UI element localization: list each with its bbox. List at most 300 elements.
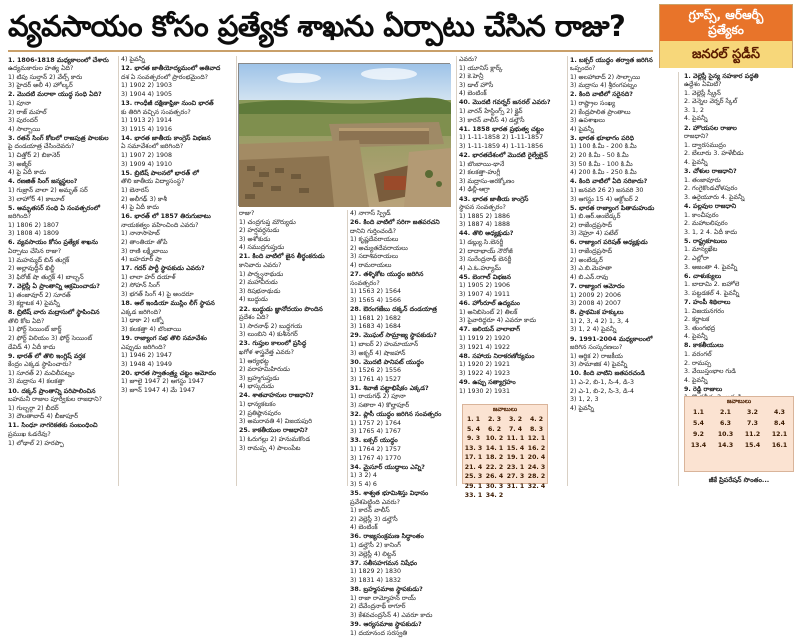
option-text: 1) రాజేంద్రప్రసాద్	[570, 248, 676, 257]
answer-key-cell: 4.3	[766, 407, 793, 418]
option-text: 3) డాల్ హౌసీ	[459, 82, 565, 91]
answer-key-cell: 7. 4	[505, 425, 526, 435]
option-text: 2. గంగైకొండచోళపురం	[684, 185, 794, 194]
question-text: 12. భారత జాతీయోద్యమంలో అతివాద	[121, 65, 234, 74]
option-text: 2) రాజ్ మహల్	[8, 109, 116, 118]
option-text: 4. పైవన్నీ	[684, 159, 794, 168]
option-text: 1) 2, 3, 4 2) 1, 3, 4	[570, 318, 676, 327]
option-text: 1) మహమ్మద్ బిన్ తుగ్లక్	[8, 257, 116, 266]
question-text: 3. రతన్ సింగ్ కోటలో రాజపుత్ర పాలకుల	[8, 135, 116, 144]
option-text: 3) కర్ణాటక 4) పైవన్నీ	[8, 300, 116, 309]
question-text: 5. రాష్ట్రకూటులు	[684, 238, 794, 247]
question-text: 24. శాతవాహనుల రాజధాని?	[239, 392, 345, 401]
option-text: 1) పూనా	[8, 100, 116, 109]
option-text: 1) గుజ్రాన్ వాలా 2) అమృత్ సర్	[8, 187, 116, 196]
option-text: 1) బాబర్ 2) హుమాయూన్	[350, 341, 454, 350]
option-text: 2) తాంతియా తోపే	[121, 239, 234, 248]
option-text: 1) జూలై 1947 2) ఆగస్టు 1947	[121, 378, 234, 387]
option-text: 1) ఎ-2, బి-1, సి-4, డి-3	[570, 379, 676, 388]
option-text: 4) భాస్కరుడు	[239, 383, 345, 392]
question-text: 17. గదర్ పార్టీ స్థాపకుడు ఎవరు?	[121, 265, 234, 274]
question-text: 40. మొదటి గవర్నర్ జనరల్ ఎవరు?	[459, 99, 565, 108]
option-text: 2) కేంద్రపాలిత ప్రాంతాలు	[570, 109, 676, 118]
option-text: 3) లాహోర్ 4) కాబూల్	[8, 196, 116, 205]
answer-key-cell: 3.2	[739, 407, 766, 418]
answer-key-cell: 31. 1	[505, 482, 526, 492]
page-headline: వ్యవసాయం కోసం ప్రత్యేక శాఖను ఏర్పాటు చేసిన రాజు?	[8, 4, 648, 48]
question-text: 20. భారత స్వాతంత్ర్య చట్టం ఆమోదం	[121, 370, 234, 379]
option-text: 2) దాదాభాయ్ నౌరోజీ	[459, 248, 565, 257]
option-text: 4) సాల్బాయి	[8, 126, 116, 135]
answer-key-table	[685, 407, 793, 451]
question-text: 2. కింది వాటిలో సరైనది?	[570, 91, 676, 100]
option-text: 1) 1885 2) 1886	[459, 213, 565, 222]
option-text: 1) ఓరుగల్లు 2) హనుమకొండ	[239, 436, 345, 445]
answer-key-cell: 14. 1	[484, 444, 505, 454]
option-text: 1. తంజావూరు	[684, 177, 794, 186]
question-text: 7. హంపీ శిథిలాలు	[684, 299, 794, 308]
answer-key-cell: 2. 3	[484, 415, 505, 425]
option-text: 1) 1764 2) 1757	[350, 446, 454, 455]
option-text: 1) 1920 2) 1921	[459, 361, 565, 370]
option-text: 3) 1808 4) 1809	[8, 230, 116, 239]
option-text: 1) అలహాబాద్ 2) సాల్బాయి	[570, 74, 676, 83]
question-text: 19. రాజ్యాంగ సభ తొలి సమావేశం	[121, 335, 234, 344]
option-text: 2. మహాబలిపురం	[684, 220, 794, 229]
question-text: 26. కింది వాటిలో సరిగా జతపరచని	[350, 219, 454, 228]
option-text: ప్రముఖ ఓడరేవు?	[8, 431, 116, 440]
answer-key-cell: 17. 1	[463, 453, 484, 463]
option-text: 3. తుంగభద్ర	[684, 325, 794, 334]
option-text: 3) 50 కి.మీ - 100 కి.మీ	[570, 161, 676, 170]
question-text: 42. భారతదేశంలో మొదటి రైల్వేలైన్	[459, 152, 565, 161]
option-text: 3) 1-11-1859 4) 1-11-1856	[459, 143, 565, 152]
option-text: 1) సూరత్ 2) మచిలీపట్నం	[8, 370, 116, 379]
column-divider	[678, 72, 679, 486]
option-text: 3) ఉపశాఖలు	[570, 117, 676, 126]
option-text: 1) ధాన్యకటకం	[239, 401, 345, 410]
question-text: 6. చాళుక్యులు	[684, 273, 794, 282]
answer-key-cell: 19. 1	[505, 453, 526, 463]
option-text: 1) పార్శ్వనాథుడు	[239, 271, 345, 280]
option-text: 3) 1909 4) 1910	[121, 161, 234, 170]
option-text: 3) మద్రాసు-అరక్కోణం	[459, 178, 565, 187]
option-text: 1) బొంబాయి-థానే	[459, 161, 565, 170]
option-text: 3) 1683 4) 1684	[350, 323, 454, 332]
question-text: 28. ఔరంగజేబు దక్కన్ దండయాత్ర	[350, 306, 454, 315]
question-text: 10. కింది వాటిని జతపరచండి	[570, 370, 676, 379]
question-text: 7. రాజ్యాంగ ఆమోదం	[570, 283, 676, 292]
option-text: 2) రాజేంద్రప్రసాద్	[570, 222, 676, 231]
answer-key-title: జవాబులు	[685, 397, 793, 407]
column-divider	[236, 56, 237, 486]
answer-key-cell: 21. 4	[463, 463, 484, 473]
option-text: 1) 1946 2) 1947	[121, 352, 234, 361]
question-text: 38. బ్రహ్మసమాజ స్థాపకుడు?	[350, 586, 454, 595]
option-text: ఒప్పందం?	[570, 65, 676, 74]
option-text: 4) పైవన్నీ	[570, 126, 676, 135]
option-text: 2) మహావీరుడు	[239, 279, 345, 288]
question-text: 46. హోంరూల్ ఉద్యమం	[459, 300, 565, 309]
question-text: 22. బుద్ధుడు జ్ఞానోదయం పొందిన	[239, 306, 345, 315]
answer-key-cell: 16.1	[766, 440, 793, 451]
option-text: 2) కలకత్తా-హుగ్లీ	[459, 169, 565, 178]
option-text: 4) పై ఏదీ కాదు	[121, 204, 234, 213]
option-text: ప్రదేశం ఏది?	[239, 314, 345, 323]
answer-key-cell: 1. 1	[463, 415, 484, 425]
answer-key-cell: 12. 1	[526, 434, 547, 444]
question-text: 1. బక్సర్ యుద్ధం తర్వాత జరిగిన	[570, 57, 676, 66]
answer-key-row	[685, 440, 793, 451]
answer-key-cell: 7.3	[739, 418, 766, 429]
option-text: 1) 2009 2) 2006	[570, 292, 676, 301]
answer-key-title: జవాబులు	[463, 405, 547, 415]
option-text: 2) సోహన్ సింగ్	[121, 282, 234, 291]
answer-key-cell: 10.3	[712, 429, 739, 440]
option-text: 1) సారనాథ్ 2) బుద్ధగయ	[239, 323, 345, 332]
answer-key-row	[463, 434, 547, 444]
option-text: 3) 1921 4) 1922	[459, 344, 565, 353]
option-text: 3) 1831 4) 1832	[350, 577, 454, 586]
option-text: 3) 1904 4) 1905	[121, 91, 234, 100]
answer-key-cell: 20. 4	[526, 453, 547, 463]
option-text: ఎక్కడ జరిగింది?	[121, 309, 234, 318]
questions-column-4	[459, 56, 565, 401]
option-text: 3) 1907 4) 1911	[459, 291, 565, 300]
option-text: 3) అమరావతి 4) విజయపురి	[239, 418, 345, 427]
option-text: 2) ప్రతిష్ఠానపురం	[239, 410, 345, 419]
option-text: 2) అచ్యుతదేవరాయలు	[350, 245, 454, 254]
option-text: 4) రామరాయలు	[350, 262, 454, 271]
question-text: 18. ఆల్ ఇండియా ముస్లిం లీగ్ స్థాపన	[121, 300, 234, 309]
question-text: 6. వ్యవసాయం కోసం ప్రత్యేక శాఖను	[8, 239, 116, 248]
answer-key-cell: 8. 3	[526, 425, 547, 435]
option-text: తొలి కోట ఏది?	[8, 318, 116, 327]
option-text: 3. ఉరైయూరు 4. పైవన్నీ	[684, 194, 794, 203]
question-text: 4. కింది వాటిలో ఏది సరికాదు?	[570, 178, 676, 187]
question-text: 48. సహాయ నిరాకరణోద్యమం	[459, 353, 565, 362]
column-divider	[347, 210, 348, 486]
option-text: 1) రాయగఢ్ 2) పూనా	[350, 393, 454, 402]
option-text: 3. 1, 2 4. ఏదీ కాదు	[684, 229, 794, 238]
question-text: 16. భారత్ లో 1857 తిరుగుబాటు	[121, 213, 234, 222]
option-text: తొలి జాతీయ విద్యాసంస్థ?	[121, 178, 234, 187]
question-text: 6. రాజ్యాంగ పరిషత్ అధ్యక్షుడు	[570, 239, 676, 248]
option-text: 2) వరాహమిహిరుడు	[239, 366, 345, 375]
option-text: 2) అలీగఢ్ 3) కాశీ	[121, 196, 234, 205]
option-text: 1) చిత్తోర్ 2) బికానెర్	[8, 152, 116, 161]
option-text: 4) పైవన్నీ	[570, 405, 676, 414]
answer-key-cell: 28. 2	[526, 472, 547, 482]
answer-key-row	[463, 472, 547, 482]
option-text: 1) ఆర్యభట్ట	[239, 358, 345, 367]
answer-key-row	[463, 491, 547, 501]
answer-key-table	[463, 415, 547, 501]
option-text: 4) బుద్ధుడు	[239, 296, 345, 305]
option-text: 4. పైవన్నీ	[684, 115, 794, 124]
option-text: 2) అంబేడ్కర్	[570, 257, 676, 266]
option-text: ఏ సమావేశంలో జరిగింది?	[121, 143, 234, 152]
option-text: 1. కాంచీపురం	[684, 212, 794, 221]
column-divider	[456, 56, 457, 486]
question-text: 31. శివాజీ పట్టాభిషేకం ఎక్కడ?	[350, 385, 454, 394]
option-text: 4) ఢిల్లీ-ఆగ్రా	[459, 186, 565, 195]
option-text: 3) 1922 4) 1923	[459, 370, 565, 379]
question-text: 23. గుప్తుల కాలంలో ప్రసిద్ధ	[239, 340, 345, 349]
question-text: 2. మొదటి మరాఠా యుద్ధ సంధి ఏది?	[8, 91, 116, 100]
question-text: 43. భారత జాతీయ కాంగ్రెస్	[459, 196, 565, 205]
option-text: 3) 1, 2 4) పైవన్నీ	[570, 326, 676, 335]
option-text: 2. బేలూరు 3. హళేబీడు	[684, 150, 794, 159]
option-text: 1) 1930 2) 1931	[459, 388, 565, 397]
question-text: 36. రాజ్యసంక్రమణ సిద్ధాంతం	[350, 533, 454, 542]
option-text: 4) బహదూర్ షా	[121, 256, 234, 265]
option-text: పై దండయాత్ర చేసిందెవరు?	[8, 143, 116, 152]
question-text: 45. బెంగాల్ విభజన	[459, 274, 565, 283]
question-text: 39. ఆర్యసమాజ స్థాపకుడు?	[350, 621, 454, 630]
question-text: 35. శాశ్వత భూమిశిస్తు విధానం	[350, 490, 454, 499]
option-text: 2) 20 కి.మీ - 50 కి.మీ	[570, 152, 676, 161]
question-text: 1. వెల్లెస్లీ సైన్య సహకార పద్ధతి	[684, 73, 794, 82]
answer-key-cell: 16. 2	[526, 444, 547, 454]
answer-key-cell: 30. 3	[484, 482, 505, 492]
answer-key-cell: 9. 3	[463, 434, 484, 444]
option-text: 3) పురందర్	[8, 117, 116, 126]
answer-key-cell: 1.1	[685, 407, 712, 418]
option-text: 1) బెనారస్	[121, 187, 234, 196]
option-text: 2) కె.హెన్రీ	[459, 73, 565, 82]
question-text: 8. బ్రిటిష్ వారు మద్రాసులో స్థాపించిన	[8, 309, 116, 318]
question-text: 25. కాకతీయుల రాజధాని?	[239, 427, 345, 436]
question-text: 14. భారత జాతీయ కాంగ్రెస్ విభజన	[121, 135, 234, 144]
option-text: 3) వెల్లెస్లీ 4) లిట్టన్	[350, 551, 454, 560]
answer-key-cell: 13. 3	[463, 444, 484, 454]
option-text: ఉద్యమకారుల హత్య ఏది?	[8, 65, 116, 74]
option-text: 1) 1907 2) 1908	[121, 152, 234, 161]
question-text: 10. దక్కన్ ప్రాంతాన్ని పరిపాలించిన	[8, 388, 116, 397]
answer-key-cell: 32. 4	[526, 482, 547, 492]
answer-key-cell: 14.3	[712, 440, 739, 451]
option-text: కానివారు ఎవరు?	[239, 262, 345, 271]
option-text: 1) రాజా రామ్మోహన్ రాయ్	[350, 595, 454, 604]
question-text: 37. సతీసహగమన నిషేధం	[350, 560, 454, 569]
question-text: 30. మొదటి పానిపట్ యుద్ధం	[350, 359, 454, 368]
answer-key-cell: 13.4	[685, 440, 712, 451]
option-text: 1) 1563 2) 1564	[350, 288, 454, 297]
answer-key-cell: 11. 1	[505, 434, 526, 444]
question-text: 33. బక్సర్ యుద్ధం	[350, 437, 454, 446]
option-text: 4) పై ఏదీ కాదు	[8, 169, 116, 178]
option-text: 1. ద్వారసముద్రం	[684, 142, 794, 151]
option-text: 3) ఫిరోజ్ షా తుగ్లక్ 4) బాల్బన్	[8, 274, 116, 283]
option-text: 1. బాదామి 2. ఐహోలె	[684, 281, 794, 290]
option-text: 2) దేవేంద్రనాథ్ ఠాగూర్	[350, 603, 454, 612]
option-text: 3) రాణి లక్ష్మీబాయి	[121, 248, 234, 257]
question-text: 3. చోళుల రాజధాని?	[684, 168, 794, 177]
option-text: 4) బి.ఎన్.రావు	[570, 274, 676, 283]
option-text: 1) అనిబిసెంట్ 2) తిలక్	[459, 309, 565, 318]
question-text: 13. గాంధీజీ దక్షిణాఫ్రికా నుంచి భారత్	[121, 100, 234, 109]
option-text: 1) ఢాకా 2) లక్నో	[121, 317, 234, 326]
questions-column-5	[570, 56, 676, 488]
answer-key-row	[463, 463, 547, 473]
answer-key-row	[463, 425, 547, 435]
option-text: 1) టిపు సుల్తాన్ 2) వేల్స్ కారు	[8, 74, 116, 83]
answer-key-cell: 6. 2	[484, 425, 505, 435]
option-text: ఎవరు?	[459, 56, 565, 65]
option-text: 4) 200 కి.మీ - 250 కి.మీ	[570, 169, 676, 178]
option-text: ఏర్పాటు చేసిన రాజు?	[8, 248, 116, 257]
option-text: 4) సముద్రగుప్తుడు	[239, 244, 345, 253]
option-text: 1) రాష్ట్రాల సంఖ్య	[570, 100, 676, 109]
option-text: రాజధాని?	[684, 133, 794, 142]
option-text: 3) 1887 4) 1888	[459, 221, 565, 230]
option-text: 1) 1757 2) 1764	[350, 420, 454, 429]
answer-key-cell: 15.4	[739, 440, 766, 451]
option-text: 3) 1767 4) 1770	[350, 455, 454, 464]
question-text: 1. 1806-1818 మధ్యకాలంలో చేశారు	[8, 57, 116, 66]
option-text: డేవిడ్ 4) ఏదీ కాదు	[8, 344, 116, 353]
option-text: 3) 5 4) 6	[350, 481, 454, 490]
option-text: 1. వరంగల్	[684, 351, 794, 360]
answer-key-cell: 5.4	[685, 418, 712, 429]
option-text: 3) రిషభనాథుడు	[239, 288, 345, 297]
option-text: 3) బ్రహ్మగుప్తుడు	[239, 375, 345, 384]
option-text: 3) 1948 4) 1949	[121, 361, 234, 370]
option-text: 3) మద్రాసు 4) శ్రీరంగపట్నం	[570, 82, 676, 91]
badge-subject: జనరల్ స్టడీస్	[660, 41, 792, 68]
answer-key-cell: 5. 4	[463, 425, 484, 435]
question-text: 34. మైసూర్ యుద్ధాలు ఎన్ని?	[350, 464, 454, 473]
answer-key-cell: 9.2	[685, 429, 712, 440]
option-text: 1. వెల్లెస్లీ స్క్రీన్	[684, 90, 794, 99]
question-text: 15. బ్రిటిష్ పాలనలో భారత్ లో	[121, 170, 234, 179]
question-text: 9. భారత్ లో తొలి ఇంగ్లిష్ వర్తక	[8, 353, 116, 362]
option-text: 3) 1, 2, 3	[570, 396, 676, 405]
option-text: 3) రామప్ప 4) పాలంపేట	[239, 445, 345, 454]
answer-key-cell: 27. 3	[505, 472, 526, 482]
answer-key-row	[685, 407, 793, 418]
answer-key-row	[685, 429, 793, 440]
option-text: 1) యూనిస్ క్లార్క్	[459, 65, 565, 74]
answer-key-box-1	[462, 404, 548, 484]
ruins-photo	[238, 63, 450, 206]
answer-key-row	[685, 418, 793, 429]
option-text: 1) ఫోర్ట్ సెయింట్ జార్జ్	[8, 326, 116, 335]
questions-column-3	[350, 210, 454, 486]
option-text: 2) హర్షవర్ధనుడు	[239, 227, 345, 236]
question-text: 49. ఉప్పు సత్యాగ్రహం	[459, 379, 565, 388]
option-text: 3) కేశవచంద్రసేన్ 4) ఎవరూ కాదు	[350, 612, 454, 621]
option-text: 1) జనవరి 26 2) జనవరి 30	[570, 187, 676, 196]
option-text: 1) డబ్ల్యు.సి.బెనర్జీ	[459, 239, 565, 248]
badge-line1: గ్రూప్స్, ఆర్ఆర్బీ	[660, 8, 792, 23]
option-text: 3) కారన్ వాలీస్ 4) డల్హౌసీ	[459, 117, 565, 126]
question-text: 32. ప్లాసీ యుద్ధం జరిగిన సంవత్సరం	[350, 411, 454, 420]
option-text: నాయకత్వం వహించింది ఎవరు?	[121, 222, 234, 231]
option-text: 3) పైవారిద్దరూ 4) ఎవరూ కాదు	[459, 317, 565, 326]
option-text: 3. వేయిస్తంభాల గుడి	[684, 368, 794, 377]
option-text: 1) 1905 2) 1906	[459, 282, 565, 291]
option-text: దశ ఏ సంవత్సరంలో ప్రారంభమైంది?	[121, 74, 234, 83]
option-text: 1) 1806 2) 1807	[8, 222, 116, 231]
option-text: 1) డల్హౌసీ 2) కానింగ్	[350, 542, 454, 551]
option-text: 3) మద్రాసు 4) కలకత్తా	[8, 378, 116, 387]
option-text: 3) సతారా 4) కొల్హాపూర్	[350, 402, 454, 411]
option-text: 1) ఆర్థిక 2) రాజకీయ	[570, 353, 676, 362]
option-text: ఖగోళ శాస్త్రవేత్త ఎవరు?	[239, 349, 345, 358]
questions-column-6	[684, 72, 794, 408]
option-text: 3) ఆగస్టు 15 4) అక్టోబర్ 2	[570, 196, 676, 205]
option-text: 1) దయానంద సరస్వతి	[350, 630, 454, 638]
option-text: 1) 1913 2) 1914	[121, 117, 234, 126]
option-text: 3) హైదర్ అలీ 4) హోల్కర్	[8, 82, 116, 91]
option-text: 1) తంజావూర్ 2) సూరత్	[8, 292, 116, 301]
headline-divider	[8, 50, 653, 52]
badge-top	[660, 5, 792, 41]
option-text: 3) అక్బర్ 4) షాజహాన్	[350, 350, 454, 359]
option-text: 3) భగత్ సింగ్ 4) పై అందరూ	[121, 291, 234, 300]
option-text: 1) నానాసాహెబ్	[121, 230, 234, 239]
option-text: 1) వారన్ హేస్టింగ్స్ 2) క్లైవ్	[459, 108, 565, 117]
option-text: 3) లుంబిని 4) కుశీనగర్	[239, 331, 345, 340]
ruins-photo-image	[239, 64, 451, 207]
question-text: 44. తొలి అధ్యక్షుడు?	[459, 230, 565, 239]
option-text: 3) సామాజిక 4) పైవన్నీ	[570, 361, 676, 370]
option-text: 3. పట్టడకల్ 4. పైవన్నీ	[684, 290, 794, 299]
option-text: 1) 1829 2) 1830	[350, 568, 454, 577]
option-text: జరిగింది?	[8, 213, 116, 222]
option-text: దానిని గుర్తించండి?	[350, 228, 454, 237]
option-text: 1) 1919 2) 1920	[459, 335, 565, 344]
option-text: 1) 1-11-1858 2) 1-11-1857	[459, 134, 565, 143]
answer-key-cell: 22. 2	[484, 463, 505, 473]
option-text: 3) నెహ్రూ 4) పటేల్	[570, 230, 676, 239]
answer-key-cell: 29. 1	[463, 482, 484, 492]
question-text: 47. జలియన్ వాలాబాగ్	[459, 326, 565, 335]
answer-key-cell: 18. 2	[484, 453, 505, 463]
question-text: 8. కాకతీయులు	[684, 342, 794, 351]
option-text: 1) 1681 2) 1682	[350, 315, 454, 324]
question-text: 9. 1991-2004 మధ్యకాలంలో	[570, 336, 676, 345]
option-text: 3) సదాశివరాయలు	[350, 253, 454, 262]
question-text: 5. అమృతసర్ సంధి ఏ సంవత్సరంలో	[8, 205, 116, 214]
footer-tagline: జీకే ప్రిపరేషన్ సొంతం...	[684, 476, 794, 486]
option-text: కేంద్రం ఎక్కడ స్థాపించారు?	[8, 361, 116, 370]
option-text: 1) 3 2) 4	[350, 472, 454, 481]
questions-column-2b	[239, 210, 345, 486]
option-text: 4. పైవన్నీ	[684, 377, 794, 386]
answer-key-row	[463, 453, 547, 463]
option-text: 3) అశోకుడు	[239, 236, 345, 245]
option-text: 3) అజ్మీర్	[8, 161, 116, 170]
option-text: 1) 1526 2) 1556	[350, 367, 454, 376]
option-text: 3) 1761 4) 1527	[350, 376, 454, 385]
option-text: 4) పైవన్నీ	[121, 56, 234, 65]
question-text: 5. భారత రాజ్యాంగ పితామహుడు	[570, 205, 676, 214]
answer-key-row	[463, 482, 547, 492]
answer-key-box-2	[684, 396, 794, 472]
answer-key-row	[463, 444, 547, 454]
option-text: 2) అల్లావుద్దీన్ ఖిల్జీ	[8, 265, 116, 274]
option-text: 3) 1765 4) 1767	[350, 428, 454, 437]
option-text: 1) 100 కి.మీ - 200 కి.మీ	[570, 143, 676, 152]
question-text: 11. సింధూ నాగరికతకు సంబంధించి	[8, 422, 116, 431]
option-text: 3) సురేంద్రనాథ్ బెనర్జీ	[459, 256, 565, 265]
answer-key-cell: 26. 4	[484, 472, 505, 482]
column-divider	[567, 56, 568, 486]
option-text: 4) బెంటింక్	[350, 524, 454, 533]
